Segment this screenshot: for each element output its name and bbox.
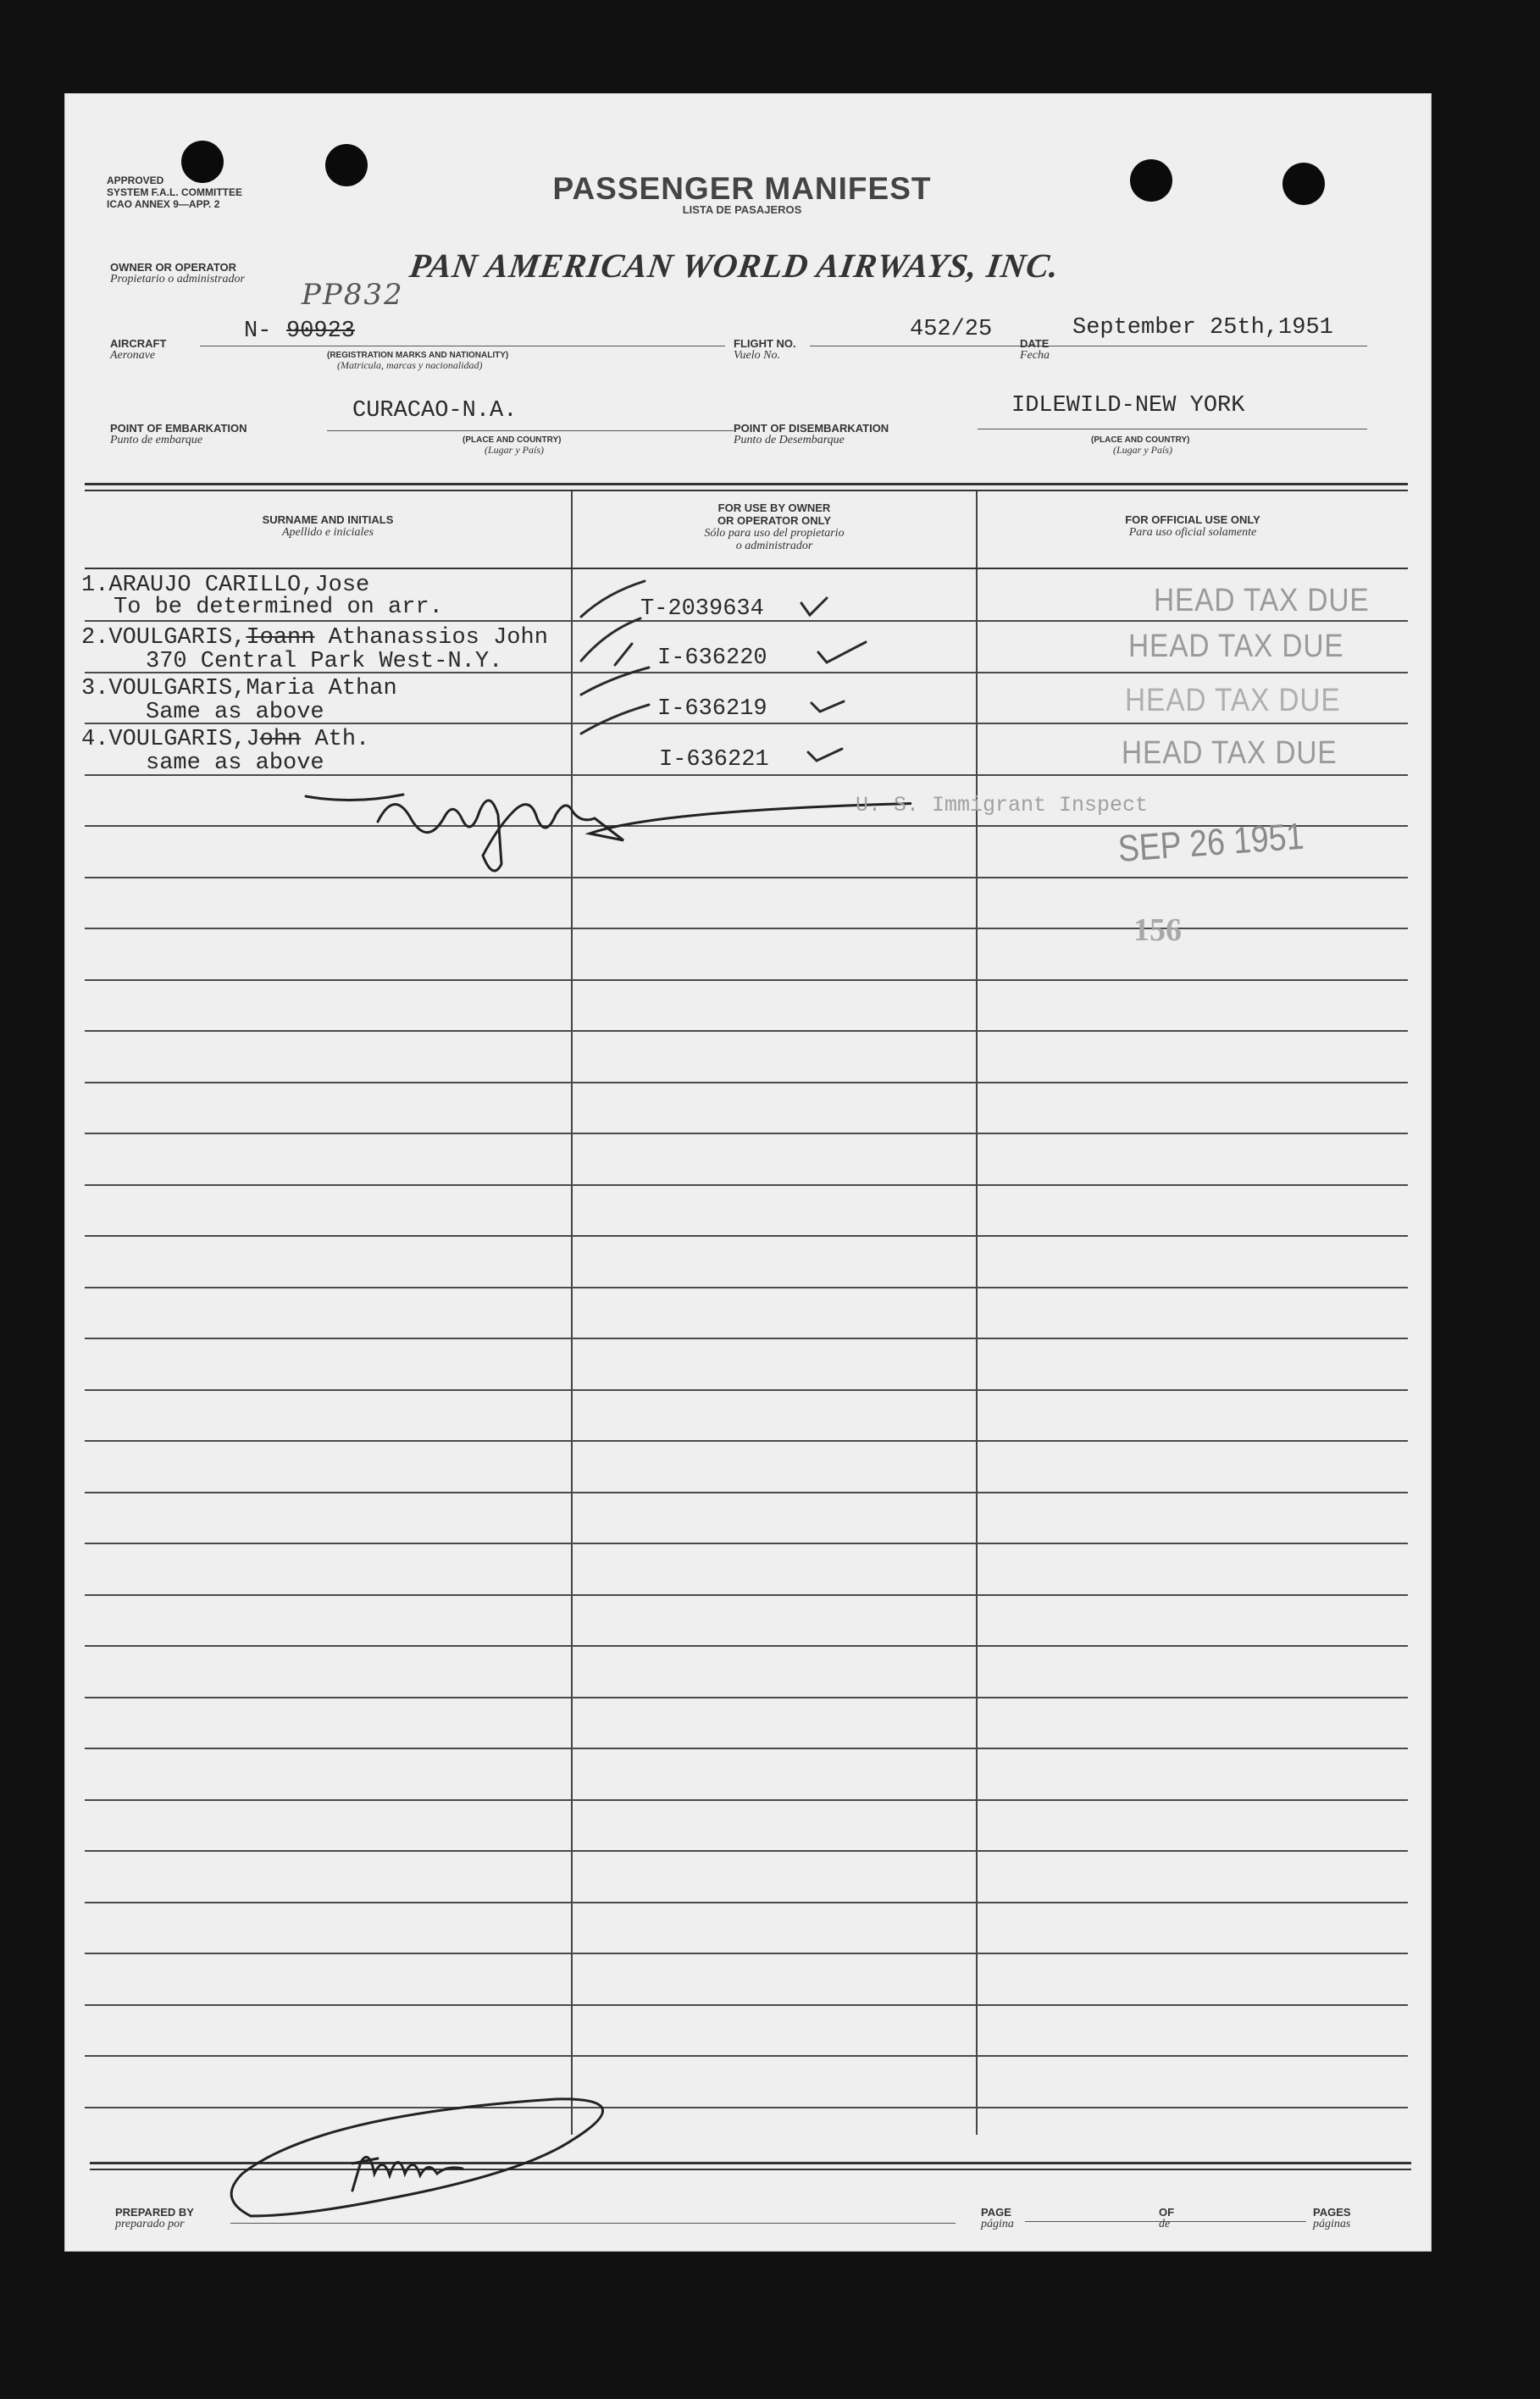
- page-title: PASSENGER MANIFEST: [552, 171, 932, 206]
- prepared-by-label: PREPARED BY: [115, 2206, 194, 2219]
- aircraft-prefix: N-: [244, 319, 272, 344]
- table-rule: [85, 1133, 1408, 1134]
- embarkation-label-es: Punto de embarque: [110, 434, 203, 446]
- preparer-signature: [217, 2080, 623, 2233]
- approval-line: SYSTEM F.A.L. COMMITTEE: [107, 186, 243, 198]
- date-label-es: Fecha: [1020, 349, 1050, 362]
- signature-loop: [231, 2099, 602, 2216]
- table-rule: [85, 2055, 1408, 2057]
- slash-mark: [581, 581, 645, 617]
- passenger-3-line2: Same as above: [146, 700, 324, 725]
- date-stamp: SEP 26 1951: [1116, 815, 1305, 870]
- aircraft-handwritten: PP832: [302, 278, 404, 312]
- table-rule: [85, 1389, 1408, 1391]
- header-surname-en: SURNAME AND INITIALS: [262, 513, 394, 526]
- embarkation-note: (PLACE AND COUNTRY): [463, 435, 562, 445]
- pages-label: PAGES: [1313, 2206, 1351, 2219]
- slash-mark: [581, 618, 640, 661]
- passenger-1-line1: 1.ARAUJO CARILLO,Jose: [81, 573, 370, 598]
- check-mark: [812, 701, 844, 712]
- head-tax-stamp: HEAD TAX DUE: [1125, 683, 1341, 718]
- date-label: DATE: [1020, 337, 1050, 350]
- date-value: September 25th,1951: [1072, 315, 1333, 341]
- table-top-rule: [85, 490, 1408, 491]
- table-rule: [85, 1082, 1408, 1083]
- page-label-es: página: [981, 2218, 1014, 2230]
- of-label: OF: [1159, 2206, 1175, 2219]
- disembarkation-note-es: (Lugar y País): [1113, 444, 1172, 456]
- table-rule: [85, 928, 1408, 929]
- check-mark: [801, 598, 827, 615]
- embarkation-label: POINT OF EMBARKATION: [110, 422, 247, 435]
- manifest-sheet: [64, 93, 1432, 2252]
- table-rule: [85, 1850, 1408, 1852]
- passenger-1-line2: To be determined on arr.: [114, 595, 443, 620]
- check-marks: [573, 568, 976, 788]
- header-owner-use-es: Sólo para uso del propietario: [704, 527, 845, 540]
- number-stamp: 156: [1133, 912, 1182, 948]
- table-rule: [85, 1697, 1408, 1698]
- signature-stroke: [306, 795, 911, 871]
- table-rule: [85, 1440, 1408, 1442]
- aircraft-struck: 90923: [286, 319, 356, 344]
- slash-mark: [581, 668, 649, 695]
- check-mark: [808, 749, 842, 761]
- header-owner-use-es: o administrador: [735, 540, 813, 552]
- prepared-by-underline: [230, 2223, 956, 2224]
- table-rule: [85, 1338, 1408, 1339]
- table-rule: [85, 1287, 1408, 1288]
- passenger-2-surname: 2.VOULGARIS,: [81, 625, 247, 651]
- title-block: [505, 171, 979, 216]
- punch-hole: [325, 144, 368, 186]
- of-underline: [1183, 2221, 1306, 2222]
- punch-hole: [1282, 163, 1325, 205]
- embarkation-underline: [327, 430, 734, 431]
- punch-hole: [1130, 159, 1172, 202]
- table-rule: [85, 1543, 1408, 1544]
- owner-label-es: Propietario o administrador: [110, 273, 245, 285]
- header-surname: [85, 513, 571, 539]
- flight-value: 452/25: [910, 317, 993, 342]
- table-rule: [85, 1799, 1408, 1801]
- table-rule: [85, 2004, 1408, 2006]
- signature: [302, 771, 911, 889]
- table-rule: [85, 1492, 1408, 1493]
- header-official: [978, 513, 1408, 539]
- flight-label: FLIGHT NO.: [734, 337, 796, 350]
- passenger-2-line2: 370 Central Park West-N.Y.: [146, 649, 503, 674]
- head-tax-stamp: HEAD TAX DUE: [1154, 583, 1370, 618]
- table-top-rule: [85, 483, 1408, 485]
- slash-mark: [615, 644, 632, 665]
- passenger-3-line1: 3.VOULGARIS,Maria Athan: [81, 676, 397, 701]
- table-rule: [85, 1030, 1408, 1032]
- aircraft-note: (REGISTRATION MARKS AND NATIONALITY): [327, 351, 509, 360]
- table-rule: [85, 1594, 1408, 1596]
- signature-stroke: [352, 2158, 378, 2164]
- disembarkation-note: (PLACE AND COUNTRY): [1091, 435, 1190, 445]
- header-owner-use-line: OR OPERATOR ONLY: [717, 514, 832, 527]
- passenger-4-given: Ath.: [301, 727, 370, 752]
- approval-block: [107, 175, 242, 210]
- header-official-es: Para uso oficial solamente: [1128, 526, 1257, 539]
- flight-label-es: Vuelo No.: [734, 349, 780, 362]
- column-divider: [976, 491, 978, 2135]
- passenger-2-struck: Ioann: [246, 625, 315, 651]
- inspector-stamp: U. S. Immigrant Inspect: [856, 793, 1149, 817]
- embarkation-value: CURACAO-N.A.: [352, 398, 518, 424]
- passenger-4-surname: 4.VOULGARIS,J: [81, 727, 260, 752]
- pages-label-es: páginas: [1313, 2218, 1351, 2230]
- page-label: PAGE: [981, 2206, 1011, 2219]
- header-surname-es: Apellido e iniciales: [281, 526, 374, 539]
- table-rule: [85, 1902, 1408, 1903]
- owner-label: OWNER OR OPERATOR: [110, 261, 237, 274]
- passenger-4-struck: ohn: [259, 727, 302, 752]
- passenger-2-line1: [81, 625, 548, 651]
- prepared-by-label-es: preparado por: [115, 2218, 185, 2230]
- passenger-4-doc: I-636221: [659, 747, 769, 773]
- table-rule: [85, 1184, 1408, 1186]
- check-mark: [818, 642, 866, 662]
- head-tax-stamp: HEAD TAX DUE: [1128, 629, 1344, 664]
- approval-line: ICAO ANNEX 9—APP. 2: [107, 198, 220, 210]
- embarkation-note-es: (Lugar y País): [485, 444, 544, 456]
- header-owner-use: [573, 501, 976, 552]
- disembarkation-label: POINT OF DISEMBARKATION: [734, 422, 889, 435]
- of-label-es: de: [1159, 2218, 1171, 2230]
- aircraft-label: AIRCRAFT: [110, 337, 167, 350]
- approval-line: APPROVED: [107, 175, 164, 186]
- table-rule: [85, 1953, 1408, 1954]
- table-rule: [85, 979, 1408, 981]
- page-subtitle: LISTA DE PASAJEROS: [682, 203, 802, 216]
- disembarkation-value: IDLEWILD-NEW YORK: [1011, 393, 1245, 418]
- table-rule: [85, 1645, 1408, 1647]
- passenger-2-given: Athanassios John: [314, 625, 548, 651]
- passenger-2-doc: I-636220: [657, 645, 767, 671]
- table-rule: [85, 1748, 1408, 1749]
- passenger-1-doc: T-2039634: [640, 596, 764, 622]
- head-tax-stamp: HEAD TAX DUE: [1122, 735, 1338, 771]
- aircraft-note-es: (Matricula, marcas y nacionalidad): [337, 359, 483, 371]
- passenger-3-doc: I-636219: [657, 696, 767, 722]
- passenger-4-line1: [81, 727, 369, 752]
- owner-value: PAN AMERICAN WORLD AIRWAYS, INC.: [407, 247, 1062, 285]
- header-official-en: FOR OFFICIAL USE ONLY: [1125, 513, 1260, 526]
- header-owner-use-line: FOR USE BY OWNER: [717, 501, 831, 514]
- slash-mark: [581, 705, 649, 734]
- passenger-4-line2: same as above: [146, 751, 324, 776]
- disembarkation-label-es: Punto de Desembarque: [734, 434, 845, 446]
- aircraft-label-es: Aeronave: [110, 349, 156, 362]
- table-rule: [85, 1235, 1408, 1237]
